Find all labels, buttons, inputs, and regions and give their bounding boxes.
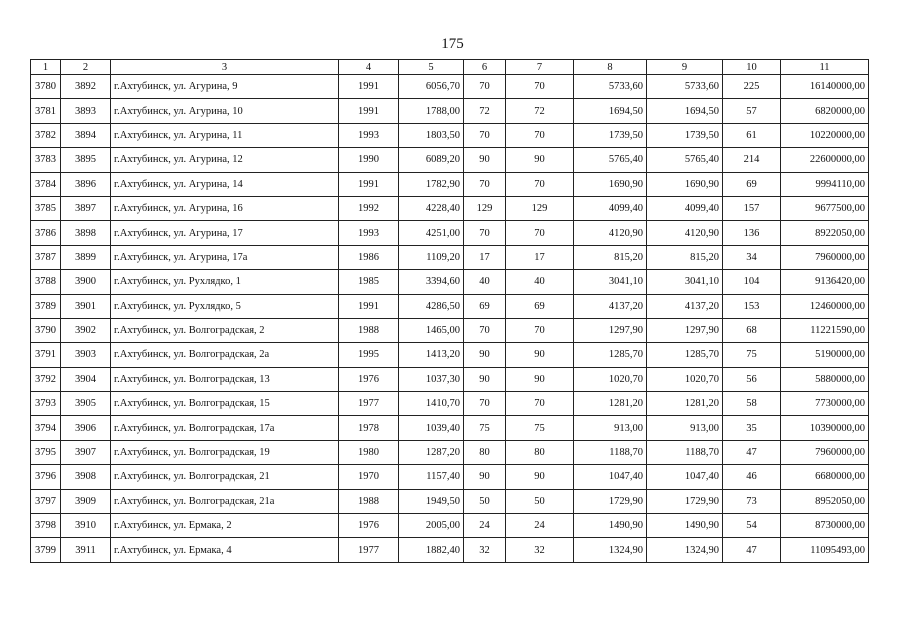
column-header-3: 3 bbox=[111, 60, 339, 75]
living-area-cell: 1490,90 bbox=[574, 514, 647, 538]
residents-count-cell: 69 bbox=[723, 172, 781, 196]
col-7-value-cell: 90 bbox=[506, 343, 574, 367]
cost-value-cell: 7960000,00 bbox=[781, 440, 869, 464]
object-id-cell: 3900 bbox=[61, 270, 111, 294]
row-number-cell: 3785 bbox=[31, 196, 61, 220]
table-row bbox=[31, 416, 869, 440]
living-area-cell: 4120,90 bbox=[574, 221, 647, 245]
column-header-4: 4 bbox=[339, 60, 399, 75]
cost-value-cell: 6820000,00 bbox=[781, 99, 869, 123]
living-area-cell: 5733,60 bbox=[574, 75, 647, 99]
col-6-value-cell: 90 bbox=[464, 465, 506, 489]
col-9-area-cell: 1490,90 bbox=[647, 514, 723, 538]
year-built-cell: 1993 bbox=[339, 221, 399, 245]
residents-count-cell: 34 bbox=[723, 245, 781, 269]
table-row bbox=[31, 221, 869, 245]
total-area-cell: 1413,20 bbox=[399, 343, 464, 367]
col-9-area-cell: 4137,20 bbox=[647, 294, 723, 318]
living-area-cell: 1324,90 bbox=[574, 538, 647, 562]
living-area-cell: 5765,40 bbox=[574, 148, 647, 172]
column-header-9: 9 bbox=[647, 60, 723, 75]
address-cell: г.Ахтубинск, ул. Ермака, 4 bbox=[111, 538, 339, 562]
col-6-value-cell: 40 bbox=[464, 270, 506, 294]
col-9-area-cell: 1324,90 bbox=[647, 538, 723, 562]
page-number: 175 bbox=[441, 36, 464, 52]
row-number-cell: 3789 bbox=[31, 294, 61, 318]
cost-value-cell: 22600000,00 bbox=[781, 148, 869, 172]
col-7-value-cell: 75 bbox=[506, 416, 574, 440]
living-area-cell: 3041,10 bbox=[574, 270, 647, 294]
year-built-cell: 1986 bbox=[339, 245, 399, 269]
address-cell: г.Ахтубинск, ул. Ермака, 2 bbox=[111, 514, 339, 538]
object-id-cell: 3904 bbox=[61, 367, 111, 391]
residents-count-cell: 58 bbox=[723, 392, 781, 416]
col-7-value-cell: 90 bbox=[506, 148, 574, 172]
col-7-value-cell: 32 bbox=[506, 538, 574, 562]
total-area-cell: 1287,20 bbox=[399, 440, 464, 464]
address-cell: г.Ахтубинск, ул. Агурина, 14 bbox=[111, 172, 339, 196]
header-row bbox=[31, 60, 869, 75]
cost-value-cell: 11221590,00 bbox=[781, 318, 869, 342]
living-area-cell: 1694,50 bbox=[574, 99, 647, 123]
table-row bbox=[31, 123, 869, 147]
col-9-area-cell: 4120,90 bbox=[647, 221, 723, 245]
residents-count-cell: 104 bbox=[723, 270, 781, 294]
row-number-cell: 3783 bbox=[31, 148, 61, 172]
object-id-cell: 3895 bbox=[61, 148, 111, 172]
column-header-8: 8 bbox=[574, 60, 647, 75]
column-header-6: 6 bbox=[464, 60, 506, 75]
year-built-cell: 1992 bbox=[339, 196, 399, 220]
row-number-cell: 3795 bbox=[31, 440, 61, 464]
residents-count-cell: 225 bbox=[723, 75, 781, 99]
table-header bbox=[31, 60, 869, 75]
object-id-cell: 3892 bbox=[61, 75, 111, 99]
col-6-value-cell: 69 bbox=[464, 294, 506, 318]
address-cell: г.Ахтубинск, ул. Волгоградская, 2 bbox=[111, 318, 339, 342]
table-row bbox=[31, 489, 869, 513]
address-cell: г.Ахтубинск, ул. Агурина, 11 bbox=[111, 123, 339, 147]
year-built-cell: 1991 bbox=[339, 75, 399, 99]
col-6-value-cell: 70 bbox=[464, 318, 506, 342]
col-9-area-cell: 1739,50 bbox=[647, 123, 723, 147]
total-area-cell: 4228,40 bbox=[399, 196, 464, 220]
object-id-cell: 3894 bbox=[61, 123, 111, 147]
total-area-cell: 4286,50 bbox=[399, 294, 464, 318]
total-area-cell: 1788,00 bbox=[399, 99, 464, 123]
col-7-value-cell: 70 bbox=[506, 123, 574, 147]
table-row bbox=[31, 465, 869, 489]
residents-count-cell: 136 bbox=[723, 221, 781, 245]
address-cell: г.Ахтубинск, ул. Агурина, 9 bbox=[111, 75, 339, 99]
address-cell: г.Ахтубинск, ул. Волгоградская, 21 bbox=[111, 465, 339, 489]
residents-count-cell: 56 bbox=[723, 367, 781, 391]
cost-value-cell: 9677500,00 bbox=[781, 196, 869, 220]
col-9-area-cell: 1297,90 bbox=[647, 318, 723, 342]
col-7-value-cell: 40 bbox=[506, 270, 574, 294]
residents-count-cell: 73 bbox=[723, 489, 781, 513]
column-header-1: 1 bbox=[31, 60, 61, 75]
residents-count-cell: 35 bbox=[723, 416, 781, 440]
residents-count-cell: 61 bbox=[723, 123, 781, 147]
residents-count-cell: 57 bbox=[723, 99, 781, 123]
col-6-value-cell: 72 bbox=[464, 99, 506, 123]
residents-count-cell: 68 bbox=[723, 318, 781, 342]
address-cell: г.Ахтубинск, ул. Агурина, 10 bbox=[111, 99, 339, 123]
col-7-value-cell: 70 bbox=[506, 392, 574, 416]
housing-registry-table bbox=[30, 59, 869, 563]
total-area-cell: 6089,20 bbox=[399, 148, 464, 172]
year-built-cell: 1991 bbox=[339, 172, 399, 196]
column-header-2: 2 bbox=[61, 60, 111, 75]
table-row bbox=[31, 514, 869, 538]
year-built-cell: 1976 bbox=[339, 514, 399, 538]
col-9-area-cell: 5733,60 bbox=[647, 75, 723, 99]
living-area-cell: 1281,20 bbox=[574, 392, 647, 416]
row-number-cell: 3782 bbox=[31, 123, 61, 147]
cost-value-cell: 10220000,00 bbox=[781, 123, 869, 147]
col-6-value-cell: 24 bbox=[464, 514, 506, 538]
col-7-value-cell: 72 bbox=[506, 99, 574, 123]
col-9-area-cell: 1690,90 bbox=[647, 172, 723, 196]
col-6-value-cell: 70 bbox=[464, 221, 506, 245]
residents-count-cell: 54 bbox=[723, 514, 781, 538]
living-area-cell: 913,00 bbox=[574, 416, 647, 440]
table-row bbox=[31, 538, 869, 562]
col-7-value-cell: 90 bbox=[506, 465, 574, 489]
year-built-cell: 1991 bbox=[339, 294, 399, 318]
total-area-cell: 1039,40 bbox=[399, 416, 464, 440]
col-6-value-cell: 70 bbox=[464, 172, 506, 196]
object-id-cell: 3893 bbox=[61, 99, 111, 123]
row-number-cell: 3799 bbox=[31, 538, 61, 562]
year-built-cell: 1991 bbox=[339, 99, 399, 123]
living-area-cell: 1297,90 bbox=[574, 318, 647, 342]
residents-count-cell: 47 bbox=[723, 538, 781, 562]
col-9-area-cell: 4099,40 bbox=[647, 196, 723, 220]
object-id-cell: 3910 bbox=[61, 514, 111, 538]
residents-count-cell: 153 bbox=[723, 294, 781, 318]
year-built-cell: 1993 bbox=[339, 123, 399, 147]
living-area-cell: 1020,70 bbox=[574, 367, 647, 391]
address-cell: г.Ахтубинск, ул. Агурина, 17 bbox=[111, 221, 339, 245]
col-7-value-cell: 70 bbox=[506, 75, 574, 99]
year-built-cell: 1977 bbox=[339, 538, 399, 562]
living-area-cell: 1729,90 bbox=[574, 489, 647, 513]
total-area-cell: 1882,40 bbox=[399, 538, 464, 562]
col-6-value-cell: 129 bbox=[464, 196, 506, 220]
object-id-cell: 3902 bbox=[61, 318, 111, 342]
cost-value-cell: 9136420,00 bbox=[781, 270, 869, 294]
row-number-cell: 3794 bbox=[31, 416, 61, 440]
total-area-cell: 1465,00 bbox=[399, 318, 464, 342]
address-cell: г.Ахтубинск, ул. Агурина, 17а bbox=[111, 245, 339, 269]
table-row bbox=[31, 392, 869, 416]
row-number-cell: 3781 bbox=[31, 99, 61, 123]
address-cell: г.Ахтубинск, ул. Волгоградская, 2а bbox=[111, 343, 339, 367]
living-area-cell: 4137,20 bbox=[574, 294, 647, 318]
table-row bbox=[31, 196, 869, 220]
cost-value-cell: 6680000,00 bbox=[781, 465, 869, 489]
col-7-value-cell: 69 bbox=[506, 294, 574, 318]
living-area-cell: 4099,40 bbox=[574, 196, 647, 220]
table-row bbox=[31, 294, 869, 318]
year-built-cell: 1995 bbox=[339, 343, 399, 367]
col-7-value-cell: 70 bbox=[506, 221, 574, 245]
address-cell: г.Ахтубинск, ул. Волгоградская, 15 bbox=[111, 392, 339, 416]
row-number-cell: 3784 bbox=[31, 172, 61, 196]
object-id-cell: 3908 bbox=[61, 465, 111, 489]
row-number-cell: 3797 bbox=[31, 489, 61, 513]
year-built-cell: 1976 bbox=[339, 367, 399, 391]
row-number-cell: 3787 bbox=[31, 245, 61, 269]
col-7-value-cell: 70 bbox=[506, 172, 574, 196]
total-area-cell: 1410,70 bbox=[399, 392, 464, 416]
table-row bbox=[31, 270, 869, 294]
object-id-cell: 3907 bbox=[61, 440, 111, 464]
col-6-value-cell: 75 bbox=[464, 416, 506, 440]
col-9-area-cell: 5765,40 bbox=[647, 148, 723, 172]
living-area-cell: 1285,70 bbox=[574, 343, 647, 367]
table-row bbox=[31, 440, 869, 464]
row-number-cell: 3786 bbox=[31, 221, 61, 245]
year-built-cell: 1988 bbox=[339, 318, 399, 342]
table-row bbox=[31, 99, 869, 123]
row-number-cell: 3793 bbox=[31, 392, 61, 416]
object-id-cell: 3905 bbox=[61, 392, 111, 416]
object-id-cell: 3898 bbox=[61, 221, 111, 245]
cost-value-cell: 12460000,00 bbox=[781, 294, 869, 318]
total-area-cell: 1949,50 bbox=[399, 489, 464, 513]
cost-value-cell: 16140000,00 bbox=[781, 75, 869, 99]
residents-count-cell: 157 bbox=[723, 196, 781, 220]
col-9-area-cell: 1285,70 bbox=[647, 343, 723, 367]
col-6-value-cell: 32 bbox=[464, 538, 506, 562]
cost-value-cell: 8730000,00 bbox=[781, 514, 869, 538]
residents-count-cell: 47 bbox=[723, 440, 781, 464]
cost-value-cell: 9994110,00 bbox=[781, 172, 869, 196]
total-area-cell: 1803,50 bbox=[399, 123, 464, 147]
cost-value-cell: 8922050,00 bbox=[781, 221, 869, 245]
col-6-value-cell: 90 bbox=[464, 148, 506, 172]
col-7-value-cell: 24 bbox=[506, 514, 574, 538]
table-row bbox=[31, 367, 869, 391]
address-cell: г.Ахтубинск, ул. Агурина, 16 bbox=[111, 196, 339, 220]
col-9-area-cell: 913,00 bbox=[647, 416, 723, 440]
living-area-cell: 815,20 bbox=[574, 245, 647, 269]
table-body bbox=[31, 75, 869, 563]
col-6-value-cell: 90 bbox=[464, 367, 506, 391]
table-row bbox=[31, 148, 869, 172]
year-built-cell: 1970 bbox=[339, 465, 399, 489]
col-9-area-cell: 1729,90 bbox=[647, 489, 723, 513]
object-id-cell: 3899 bbox=[61, 245, 111, 269]
col-7-value-cell: 17 bbox=[506, 245, 574, 269]
table-row bbox=[31, 343, 869, 367]
total-area-cell: 1109,20 bbox=[399, 245, 464, 269]
year-built-cell: 1977 bbox=[339, 392, 399, 416]
year-built-cell: 1988 bbox=[339, 489, 399, 513]
row-number-cell: 3792 bbox=[31, 367, 61, 391]
cost-value-cell: 10390000,00 bbox=[781, 416, 869, 440]
living-area-cell: 1188,70 bbox=[574, 440, 647, 464]
col-9-area-cell: 1020,70 bbox=[647, 367, 723, 391]
col-9-area-cell: 1281,20 bbox=[647, 392, 723, 416]
col-9-area-cell: 1047,40 bbox=[647, 465, 723, 489]
col-7-value-cell: 80 bbox=[506, 440, 574, 464]
cost-value-cell: 11095493,00 bbox=[781, 538, 869, 562]
cost-value-cell: 7730000,00 bbox=[781, 392, 869, 416]
cost-value-cell: 8952050,00 bbox=[781, 489, 869, 513]
object-id-cell: 3901 bbox=[61, 294, 111, 318]
cost-value-cell: 5880000,00 bbox=[781, 367, 869, 391]
object-id-cell: 3897 bbox=[61, 196, 111, 220]
cost-value-cell: 7960000,00 bbox=[781, 245, 869, 269]
col-6-value-cell: 70 bbox=[464, 75, 506, 99]
object-id-cell: 3909 bbox=[61, 489, 111, 513]
column-header-11: 11 bbox=[781, 60, 869, 75]
table-row bbox=[31, 172, 869, 196]
row-number-cell: 3780 bbox=[31, 75, 61, 99]
table-row bbox=[31, 245, 869, 269]
column-header-7: 7 bbox=[506, 60, 574, 75]
total-area-cell: 4251,00 bbox=[399, 221, 464, 245]
address-cell: г.Ахтубинск, ул. Волгоградская, 19 bbox=[111, 440, 339, 464]
column-header-5: 5 bbox=[399, 60, 464, 75]
col-7-value-cell: 129 bbox=[506, 196, 574, 220]
address-cell: г.Ахтубинск, ул. Рухлядко, 1 bbox=[111, 270, 339, 294]
col-6-value-cell: 17 bbox=[464, 245, 506, 269]
col-6-value-cell: 90 bbox=[464, 343, 506, 367]
year-built-cell: 1990 bbox=[339, 148, 399, 172]
total-area-cell: 1782,90 bbox=[399, 172, 464, 196]
object-id-cell: 3896 bbox=[61, 172, 111, 196]
col-7-value-cell: 90 bbox=[506, 367, 574, 391]
col-9-area-cell: 1694,50 bbox=[647, 99, 723, 123]
col-9-area-cell: 3041,10 bbox=[647, 270, 723, 294]
col-9-area-cell: 815,20 bbox=[647, 245, 723, 269]
residents-count-cell: 214 bbox=[723, 148, 781, 172]
table-row bbox=[31, 75, 869, 99]
total-area-cell: 1157,40 bbox=[399, 465, 464, 489]
address-cell: г.Ахтубинск, ул. Волгоградская, 13 bbox=[111, 367, 339, 391]
total-area-cell: 2005,00 bbox=[399, 514, 464, 538]
residents-count-cell: 46 bbox=[723, 465, 781, 489]
row-number-cell: 3796 bbox=[31, 465, 61, 489]
row-number-cell: 3798 bbox=[31, 514, 61, 538]
object-id-cell: 3911 bbox=[61, 538, 111, 562]
year-built-cell: 1985 bbox=[339, 270, 399, 294]
total-area-cell: 6056,70 bbox=[399, 75, 464, 99]
address-cell: г.Ахтубинск, ул. Рухлядко, 5 bbox=[111, 294, 339, 318]
living-area-cell: 1739,50 bbox=[574, 123, 647, 147]
column-header-10: 10 bbox=[723, 60, 781, 75]
residents-count-cell: 75 bbox=[723, 343, 781, 367]
address-cell: г.Ахтубинск, ул. Волгоградская, 21а bbox=[111, 489, 339, 513]
address-cell: г.Ахтубинск, ул. Агурина, 12 bbox=[111, 148, 339, 172]
living-area-cell: 1690,90 bbox=[574, 172, 647, 196]
col-7-value-cell: 50 bbox=[506, 489, 574, 513]
address-cell: г.Ахтубинск, ул. Волгоградская, 17а bbox=[111, 416, 339, 440]
row-number-cell: 3790 bbox=[31, 318, 61, 342]
col-6-value-cell: 50 bbox=[464, 489, 506, 513]
year-built-cell: 1978 bbox=[339, 416, 399, 440]
table-row bbox=[31, 318, 869, 342]
total-area-cell: 1037,30 bbox=[399, 367, 464, 391]
col-7-value-cell: 70 bbox=[506, 318, 574, 342]
living-area-cell: 1047,40 bbox=[574, 465, 647, 489]
col-6-value-cell: 70 bbox=[464, 392, 506, 416]
col-6-value-cell: 70 bbox=[464, 123, 506, 147]
col-9-area-cell: 1188,70 bbox=[647, 440, 723, 464]
year-built-cell: 1980 bbox=[339, 440, 399, 464]
row-number-cell: 3788 bbox=[31, 270, 61, 294]
col-6-value-cell: 80 bbox=[464, 440, 506, 464]
total-area-cell: 3394,60 bbox=[399, 270, 464, 294]
object-id-cell: 3903 bbox=[61, 343, 111, 367]
row-number-cell: 3791 bbox=[31, 343, 61, 367]
cost-value-cell: 5190000,00 bbox=[781, 343, 869, 367]
object-id-cell: 3906 bbox=[61, 416, 111, 440]
